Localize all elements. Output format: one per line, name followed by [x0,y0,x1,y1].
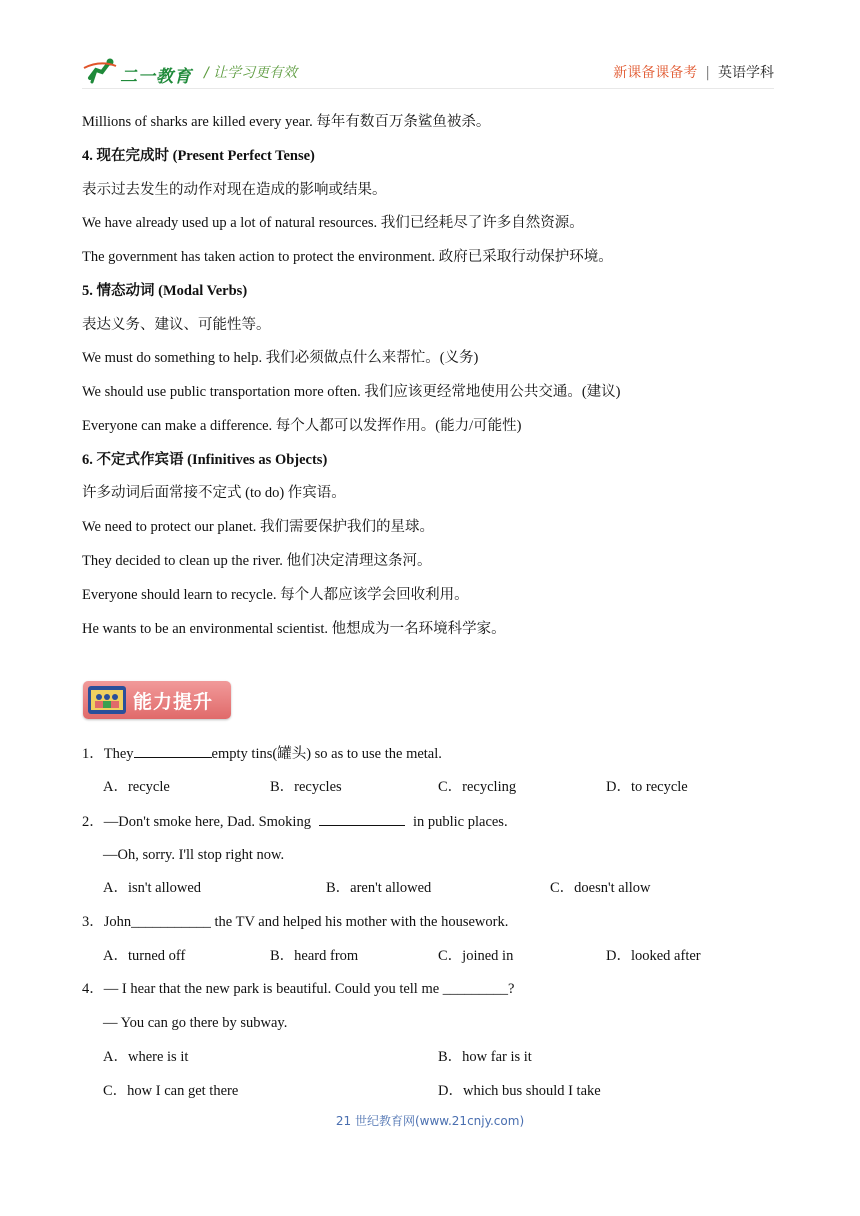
answer-blank[interactable] [319,811,405,826]
header-separator: | [705,65,710,81]
option-c[interactable]: C．joined in [438,948,514,964]
option-a[interactable]: A．isn't allowed [103,880,202,896]
option-b[interactable]: B．how far is it [438,1049,532,1065]
logo-text: 二一教育 [120,67,192,87]
example-sentence: Millions of sharks are killed every year. 每年有数百万条鲨鱼被杀。 [82,114,491,130]
page-header [82,54,774,90]
rule-text: 许多动词后面常接不定式 (to do) 作宾语。 [82,485,346,501]
header-divider [82,88,774,89]
section-heading-4: 4. 现在完成时 (Present Perfect Tense) [82,148,315,164]
option-a[interactable]: A．turned off [103,948,186,964]
question-2 [82,811,508,832]
question-text: John___________ the TV and helped his mother with the housework. [103,914,509,930]
option-b[interactable]: B．heard from [270,948,359,964]
question-4 [82,979,515,999]
option-c[interactable]: C．how I can get there [103,1083,239,1099]
option-a[interactable]: A．where is it [103,1049,189,1065]
example-sentence: Everyone should learn to recycle. 每个人都应该学会回收利用。 [82,587,469,603]
example-sentence: Everyone can make a difference. 每个人都可以发挥作用。(能力/可能性) [82,418,522,434]
question-number: 2． [82,814,104,830]
option-d[interactable]: D．looked after [606,948,701,964]
question-1 [82,743,442,764]
option-a[interactable]: A．recycle [103,779,170,795]
option-b[interactable]: B．aren't allowed [326,880,432,896]
header-subject [613,62,774,82]
dialogue-response: — You can go there by subway. [103,1015,288,1031]
example-sentence: The government has taken action to protect the environment. 政府已采取行动保护环境。 [82,249,613,265]
question-number: 3． [82,914,104,930]
option-d[interactable]: D．to recycle [606,779,688,795]
question-text: They [103,746,134,762]
runner-logo-icon [82,56,120,86]
example-sentence: We must do something to help. 我们必须做点什么来帮忙。(义务) [82,350,479,366]
question-number: 4． [82,981,104,997]
example-sentence: They decided to clean up the river. 他们决定清理这条河。 [82,553,432,569]
example-sentence: We should use public transportation more often. 我们应该更经常地使用公共交通。(建议) [82,384,621,400]
section-heading-6: 6. 不定式作宾语 (Infinitives as Objects) [82,452,328,468]
example-sentence: We need to protect our planet. 我们需要保护我们的星球。 [82,519,434,535]
answer-blank[interactable] [134,743,212,758]
question-text: —Don't smoke here, Dad. Smoking [103,814,311,830]
slogan: / 让学习更有效 [204,65,298,81]
header-tagline: 新课备课备考 [613,65,698,81]
option-c[interactable]: C．doesn't allow [550,880,651,896]
banner-label: 能力提升 [133,691,214,713]
option-d[interactable]: D．which bus should I take [438,1083,601,1099]
section-banner [83,681,231,719]
header-subject-label: 英语学科 [718,65,774,81]
question-text: in public places. [412,814,508,830]
question-text: empty tins(罐头) so as to use the metal. [211,746,442,762]
dialogue-response: —Oh, sorry. I'll stop right now. [103,847,285,863]
rule-text: 表达义务、建议、可能性等。 [82,317,271,333]
page-footer[interactable]: 21 世纪教育网(www.21cnjy.com) [335,1114,525,1128]
question-text: — I hear that the new park is beautiful. Could you tell me _________? [103,981,515,997]
people-icon [88,686,126,714]
section-heading-5: 5. 情态动词 (Modal Verbs) [82,283,248,299]
example-sentence: He wants to be an environmental scientist. 他想成为一名环境科学家。 [82,621,506,637]
rule-text: 表示过去发生的动作对现在造成的影响或结果。 [82,182,387,198]
option-b[interactable]: B．recycles [270,779,342,795]
example-sentence: We have already used up a lot of natural resources. 我们已经耗尽了许多自然资源。 [82,215,584,231]
option-c[interactable]: C．recycling [438,779,517,795]
question-number: 1． [82,746,104,762]
question-3 [82,912,508,932]
